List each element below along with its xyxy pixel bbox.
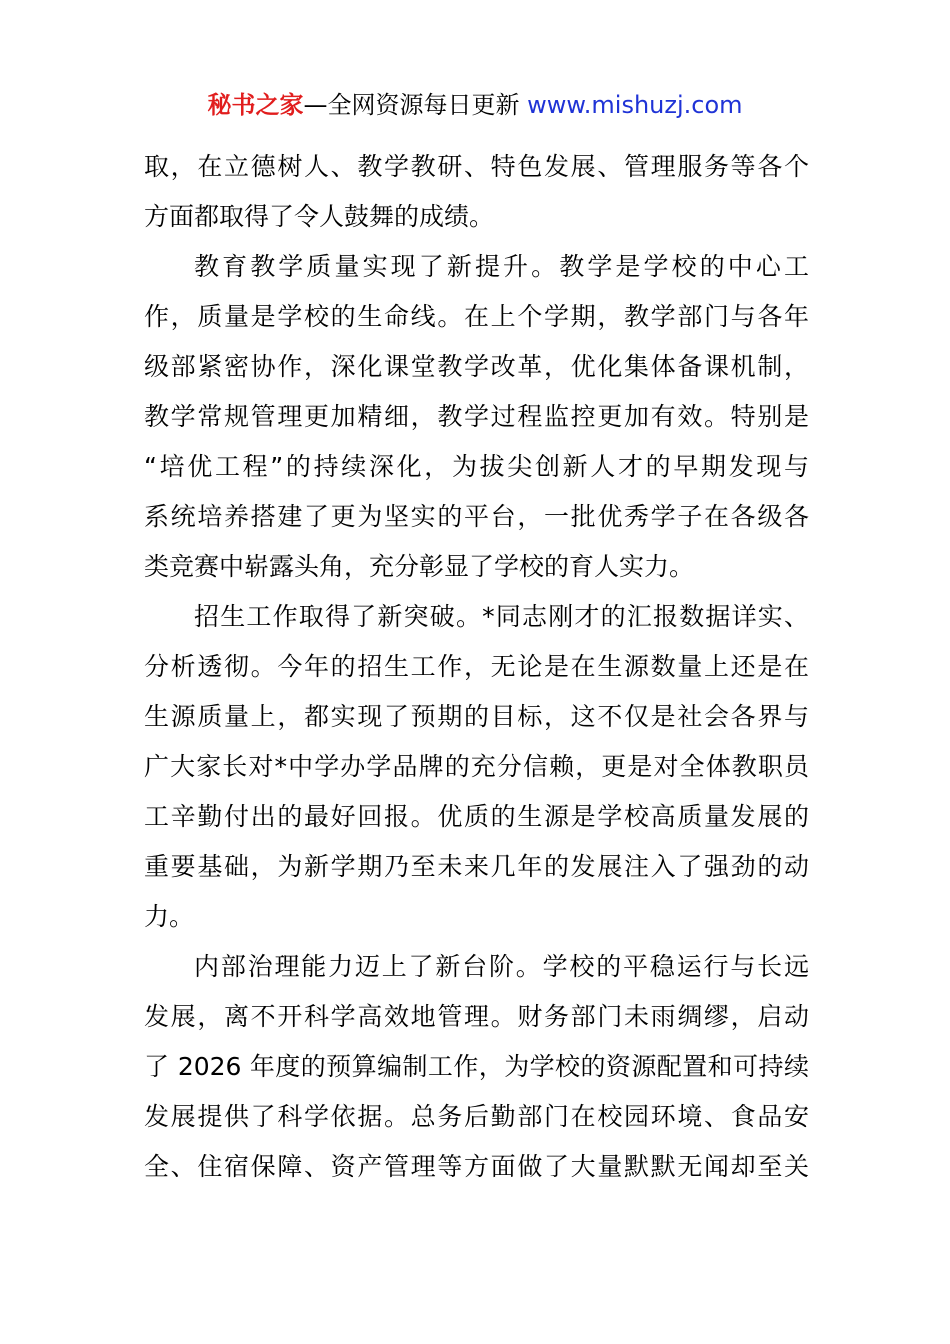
text-line: 生源质量上，都实现了预期的目标，这不仅是社会各界与 bbox=[144, 702, 809, 731]
text-line: 分析透彻。今年的招生工作，无论是在生源数量上还是在 bbox=[144, 652, 809, 681]
text-line: 作，质量是学校的生命线。在上个学期，教学部门与各年 bbox=[144, 302, 809, 331]
text-line: 工辛勤付出的最好回报。优质的生源是学校高质量发展的 bbox=[144, 802, 809, 831]
paragraph-heading-line: 内部治理能力迈上了新台阶。学校的平稳运行与长远 bbox=[194, 952, 809, 981]
page-header bbox=[0, 88, 950, 122]
text-line: 类竞赛中崭露头角，充分彰显了学校的育人实力。 bbox=[144, 552, 695, 581]
text-line: “培优工程”的持续深化，为拔尖创新人才的早期发现与 bbox=[144, 452, 809, 481]
body-text bbox=[144, 146, 809, 1196]
header-slogan: —全网资源每日更新 bbox=[303, 91, 528, 119]
paragraph-heading-line: 教育教学质量实现了新提升。教学是学校的中心工 bbox=[194, 252, 809, 281]
text-line: 发展，离不开科学高效地管理。财务部门未雨绸缪，启动 bbox=[144, 1002, 809, 1031]
text-line: 方面都取得了令人鼓舞的成绩。 bbox=[144, 202, 495, 231]
text-line: 发展提供了科学依据。总务后勤部门在校园环境、食品安 bbox=[144, 1102, 809, 1131]
text-line: 系统培养搭建了更为坚实的平台，一批优秀学子在各级各 bbox=[144, 502, 809, 531]
text-line: 全、住宿保障、资产管理等方面做了大量默默无闻却至关 bbox=[144, 1152, 809, 1181]
text-line: 广大家长对*中学办学品牌的充分信赖，更是对全体教职员 bbox=[144, 752, 809, 781]
text-line: 重要基础，为新学期乃至未来几年的发展注入了强劲的动 bbox=[144, 852, 809, 881]
header-brand: 秘书之家 bbox=[207, 91, 304, 119]
text-line: 教学常规管理更加精细，教学过程监控更加有效。特别是 bbox=[144, 402, 809, 431]
text-line: 取，在立德树人、教学教研、特色发展、管理服务等各个 bbox=[144, 152, 809, 181]
text-line: 力。 bbox=[144, 902, 195, 931]
header-site-link[interactable]: www.mishuzj.com bbox=[527, 91, 743, 119]
text-line: 了 2026 年度的预算编制工作，为学校的资源配置和可持续 bbox=[144, 1052, 809, 1081]
text-line: 级部紧密协作，深化课堂教学改革，优化集体备课机制， bbox=[144, 352, 809, 381]
paragraph-heading-line: 招生工作取得了新突破。*同志刚才的汇报数据详实、 bbox=[194, 602, 809, 631]
